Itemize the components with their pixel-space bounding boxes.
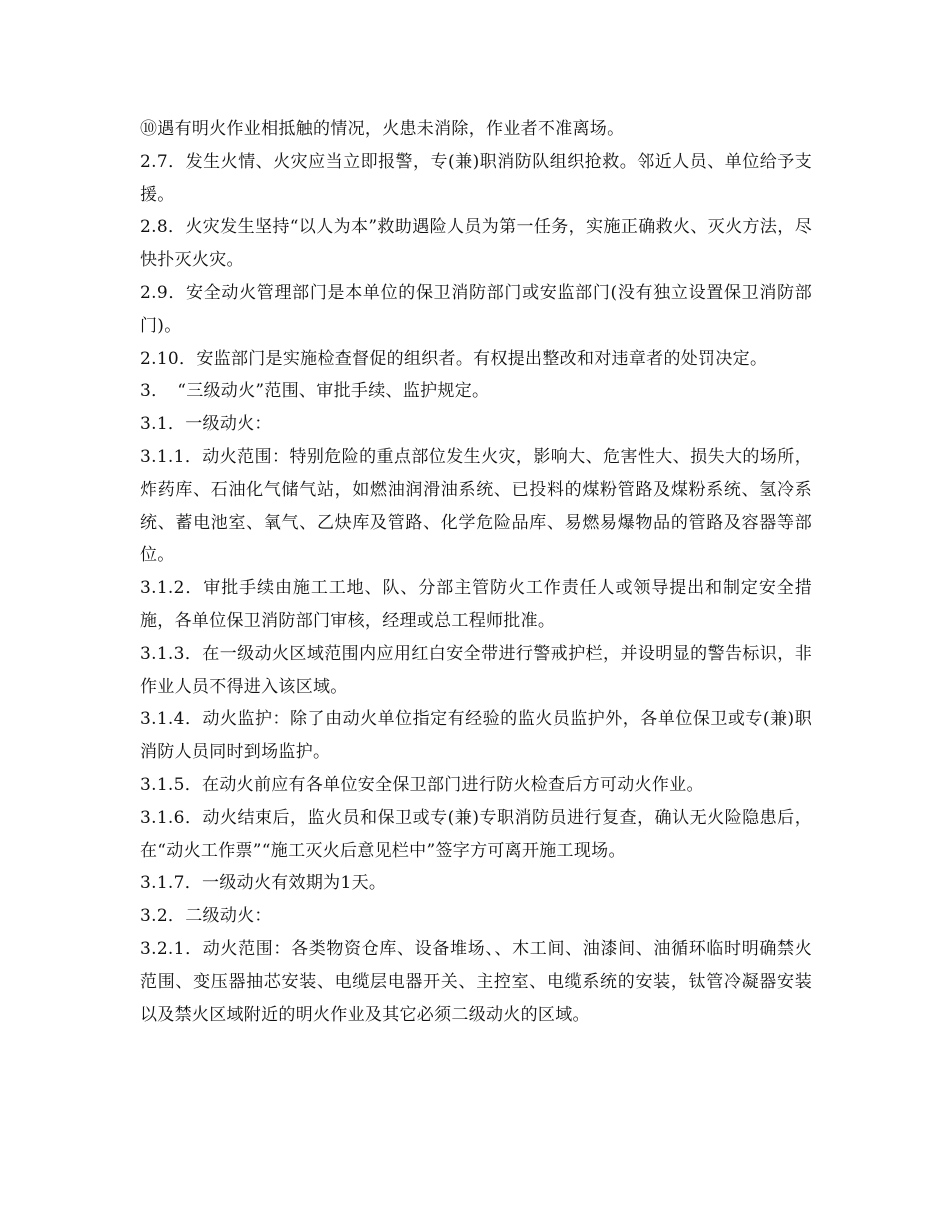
paragraph-3-1-1: 3.1.1．动火范围：特别危险的重点部位发生火灾，影响大、危害性大、损失大的场所，炸药库、石油化气储气站，如燃油润滑油系统、已投料的煤粉管路及煤粉系统、氢冷系统、蓄电池室、氧气、乙炔库及管路、化学危险品库、易燃易爆物品的管路及容器等部位。 <box>140 446 812 566</box>
paragraph-3-1-3: 3.1.3．在一级动火区域范围内应用红白安全带进行警戒护栏，并设明显的警告标识，非作业人员不得进入该区域。 <box>140 643 812 697</box>
paragraph-item-10: ⑩遇有明火作业相抵触的情况，火患未消除，作业者不准离场。 <box>140 119 625 139</box>
paragraph-3-1-6: 3.1.6．动火结束后，监火员和保卫或专(兼)专职消防员进行复查，确认无火险隐患后，在“动火工作票”“施工灭火后意见栏中”签字方可离开施工现场。 <box>140 807 812 861</box>
paragraph-3-1-2: 3.1.2．审批手续由施工工地、队、分部主管防火工作责任人或领导提出和制定安全措施，各单位保卫消防部门审核，经理或总工程师批准。 <box>140 578 812 631</box>
paragraph-2-9: 2.9．安全动火管理部门是本单位的保卫消防部门或安监部门(没有独立设置保卫消防部门)。 <box>140 282 812 336</box>
paragraph-3-1-4: 3.1.4．动火监护：除了由动火单位指定有经验的监火员监护外，各单位保卫或专(兼)职消防人员同时到场监护。 <box>140 709 812 763</box>
paragraph-3-1-5: 3.1.5．在动火前应有各单位安全保卫部门进行防火检查后方可动火作业。 <box>140 774 704 795</box>
section-heading-3-1: 3.1．一级动火： <box>140 414 272 435</box>
section-heading-3: 3． “三级动火”范围、审批手续、监护规定。 <box>140 381 490 402</box>
section-heading-3-2: 3.2．二级动火： <box>140 906 272 927</box>
document-body <box>140 113 812 1031</box>
paragraph-2-10: 2.10．安监部门是实施检查督促的组织者。有权提出整改和对违章者的处罚决定。 <box>140 348 768 369</box>
paragraph-3-2-1: 3.2.1．动火范围：各类物资仓库、设备堆场、、木工间、油漆间、油循环临时明确禁火范围、变压器抽芯安装、电缆层电器开关、主控室、电缆系统的安装，钛管冷凝器安装以及禁火区域附近的明火作业及其它必须二级动火的区域。 <box>140 938 812 1025</box>
paragraph-2-8: 2.8．火灾发生坚持“以人为本”救助遇险人员为第一任务，实施正确救火、灭火方法，尽快扑灭火灾。 <box>140 217 812 271</box>
paragraph-2-7: 2.7．发生火情、火灾应当立即报警，专(兼)职消防队组织抢救。邻近人员、单位给予支援。 <box>140 151 812 205</box>
paragraph-3-1-7: 3.1.7．一级动火有效期为1天。 <box>140 873 387 894</box>
